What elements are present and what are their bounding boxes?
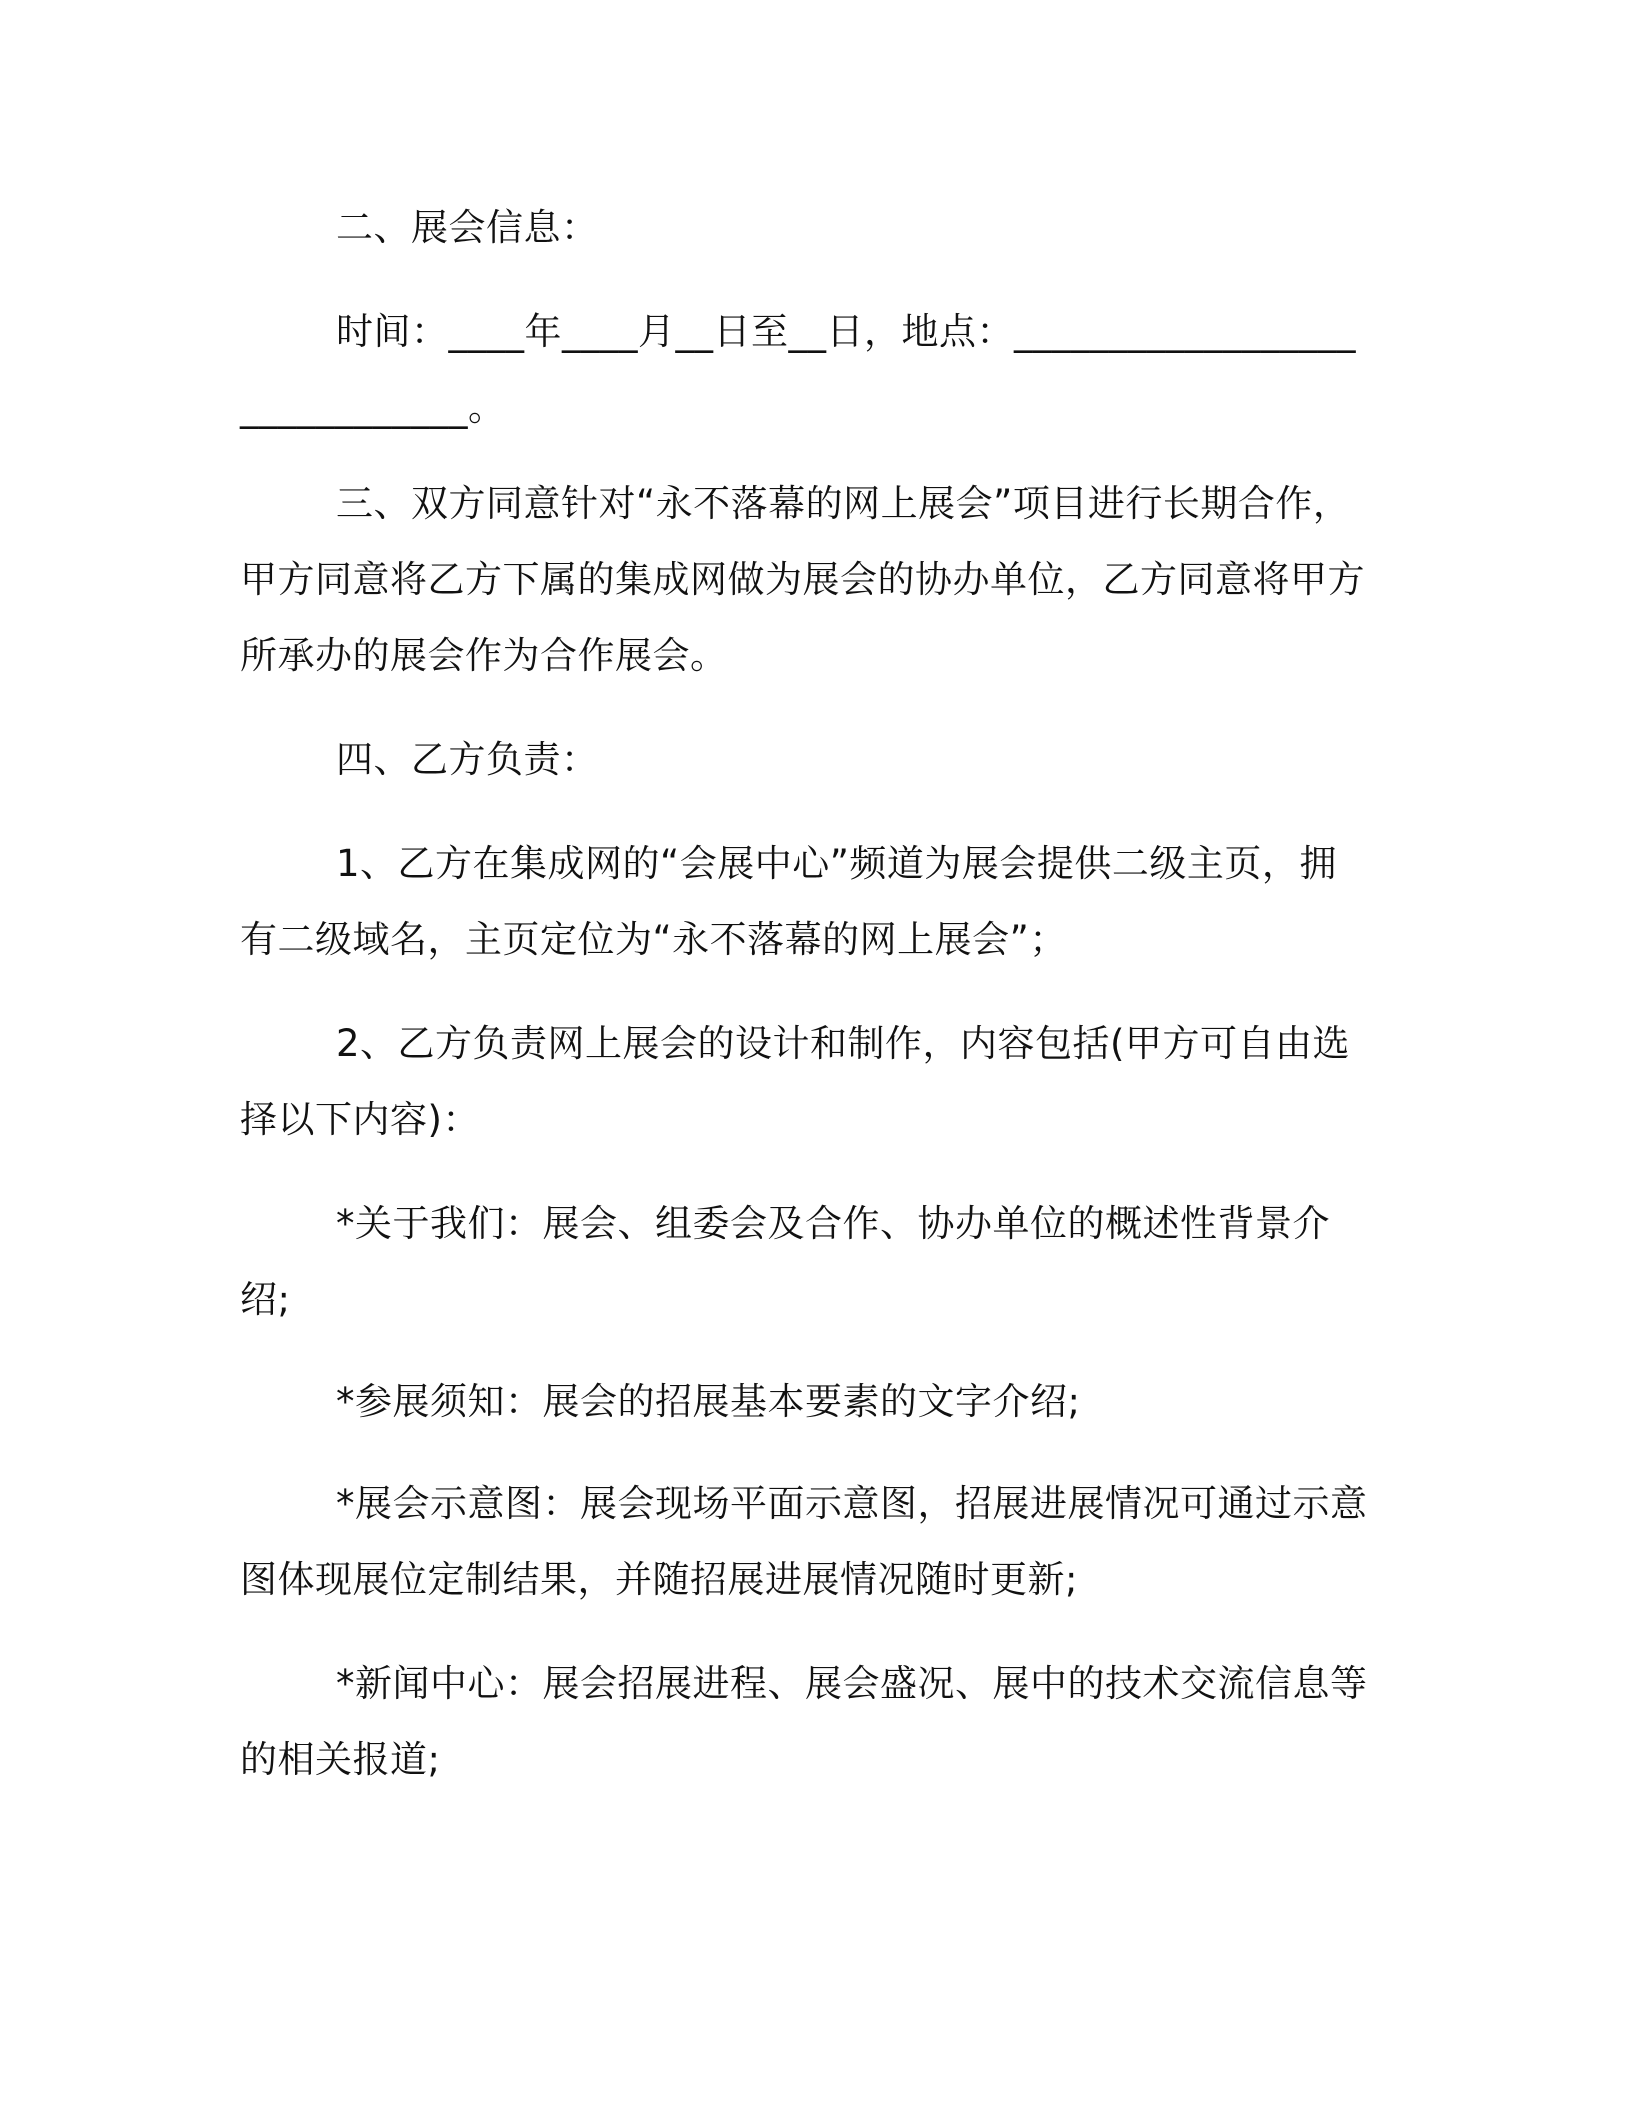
time-location-fill-in: 时间：____年____月__日至__日，地点：______________________________。 — [240, 310, 1356, 429]
content-option-exhibitor-notice: *参展须知：展会的招展基本要素的文字介绍; — [336, 1380, 1081, 1423]
duty-item-2: 2、乙方负责网上展会的设计和制作，内容包括(甲方可自由选择以下内容)： — [240, 1022, 1350, 1141]
content-option-news-center: *新闻中心：展会招展进程、展会盛况、展中的技术交流信息等的相关报道; — [240, 1662, 1368, 1781]
section-heading-party-b-duties: 四、乙方负责： — [336, 738, 599, 781]
content-option-floor-plan: *展会示意图：展会现场平面示意图，招展进展情况可通过示意图体现展位定制结果，并随招展进展情况随时更新; — [240, 1482, 1368, 1601]
clause-three-cooperation: 三、双方同意针对“永不落幕的网上展会”项目进行长期合作，甲方同意将乙方下属的集成网做为展会的协办单位，乙方同意将甲方所承办的展会作为合作展会。 — [240, 482, 1365, 677]
content-option-about-us: *关于我们：展会、组委会及合作、协办单位的概述性背景介绍; — [240, 1202, 1330, 1321]
section-heading-exhibition-info: 二、展会信息： — [336, 206, 599, 249]
document-body — [240, 190, 1370, 1826]
duty-item-1: 1、乙方在集成网的“会展中心”频道为展会提供二级主页，拥有二级域名，主页定位为“永不落幕的网上展会”； — [240, 842, 1337, 961]
